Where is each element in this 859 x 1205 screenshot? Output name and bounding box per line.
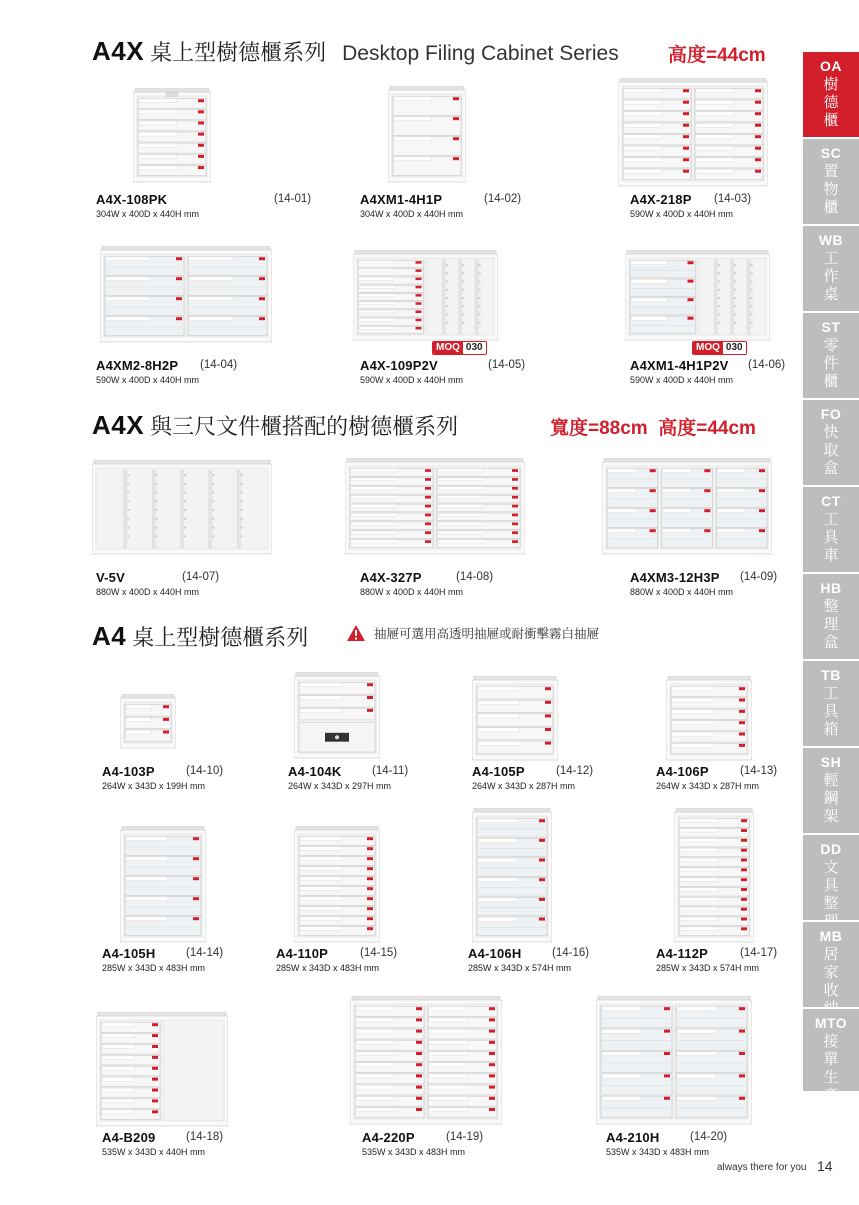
product-code: (14-09) [740, 571, 778, 583]
moq-label: MOQ [433, 342, 463, 354]
product-model: A4-220P [362, 1130, 415, 1145]
product-name [102, 1130, 155, 1145]
product-name [276, 946, 328, 961]
section-title-3ft [92, 410, 458, 441]
product-name [630, 358, 729, 373]
sidebar-tab-dd[interactable] [803, 835, 859, 922]
sidebar-tab-mto[interactable] [803, 1009, 859, 1104]
product-code: (14-18) [186, 1131, 224, 1143]
tab-label: 置物櫃 [823, 163, 839, 216]
section-title-a4 [92, 621, 308, 652]
product-dimensions: 535W x 343D x 483H mm [362, 1147, 466, 1157]
cabinet-illustration [388, 86, 466, 191]
moq-badge [432, 341, 487, 355]
product-code: (14-06) [748, 359, 786, 371]
product-dimensions: 264W x 343D x 287H mm [656, 781, 760, 791]
product-model: A4-104K [288, 764, 342, 779]
product-code: (14-03) [714, 193, 752, 205]
product-code: (14-02) [484, 193, 522, 205]
product-name [606, 1130, 659, 1145]
tab-label: 工具箱 [823, 685, 839, 738]
cabinet-illustration [625, 250, 770, 349]
tab-code: SH [820, 754, 842, 770]
product-dimensions: 880W x 400D x 440H mm [360, 587, 464, 597]
product-code: (14-11) [372, 765, 409, 777]
footer-tagline: always there for you [717, 1162, 807, 1173]
product-dimensions: 285W x 343D x 483H mm [276, 963, 380, 973]
cabinet-illustration [133, 88, 211, 191]
product-dimensions: 880W x 400D x 440H mm [630, 587, 734, 597]
page-number: 14 [817, 1158, 833, 1174]
section-code: A4X [92, 410, 145, 440]
section-code: A4X [92, 36, 145, 66]
product-model: A4-B209 [102, 1130, 156, 1145]
product-code: (14-20) [690, 1131, 728, 1143]
product-name [102, 946, 155, 961]
product-name [96, 570, 125, 585]
product-name [360, 570, 422, 585]
warning-triangle-icon [346, 624, 366, 642]
tab-code: WB [818, 232, 844, 248]
product-dimensions: 264W x 343D x 287H mm [472, 781, 576, 791]
product-dimensions: 590W x 400D x 440H mm [360, 375, 464, 385]
product-name [288, 764, 341, 779]
tab-code: ST [821, 319, 841, 335]
drawer-option-note [346, 624, 599, 642]
cabinet-illustration [596, 996, 752, 1133]
product-model: A4-112P [656, 946, 708, 961]
product-name [468, 946, 521, 961]
product-model: A4X-218P [630, 192, 692, 207]
product-model: A4-210H [606, 1130, 660, 1145]
tab-code: FO [820, 406, 842, 422]
product-dimensions: 590W x 400D x 440H mm [630, 209, 734, 219]
product-dimensions: 304W x 400D x 440H mm [360, 209, 464, 219]
product-code: (14-14) [186, 947, 224, 959]
section-title-zh: 桌上型樹德櫃系列 [132, 625, 309, 650]
product-dimensions: 285W x 343D x 574H mm [656, 963, 760, 973]
tab-code: MTO [814, 1015, 848, 1031]
product-model: A4XM1-4H1P2V [630, 358, 729, 373]
cabinet-illustration [674, 808, 754, 951]
product-name [360, 358, 438, 373]
product-code: (14-19) [446, 1131, 484, 1143]
tab-label: 工作桌 [823, 250, 839, 303]
section-title-en: Desktop Filing Cabinet Series [342, 42, 619, 65]
product-code: (14-17) [740, 947, 778, 959]
tab-label: 零件櫃 [823, 337, 839, 390]
sidebar-tab-mb[interactable] [803, 922, 859, 1009]
tab-label: 接單生產 [823, 1033, 839, 1104]
moq-badge [692, 341, 747, 355]
product-model: A4XM2-8H2P [96, 358, 179, 373]
cabinet-illustration [353, 250, 498, 349]
tab-label: 快取盒 [823, 424, 839, 477]
product-code: (14-16) [552, 947, 590, 959]
product-dimensions: 880W x 400D x 440H mm [96, 587, 200, 597]
product-dimensions: 264W x 343D x 199H mm [102, 781, 206, 791]
product-code: (14-10) [186, 765, 224, 777]
product-model: A4-103P [102, 764, 155, 779]
cabinet-illustration [120, 826, 206, 951]
product-model: A4XM3-12H3P [630, 570, 720, 585]
cabinet-illustration [345, 458, 525, 563]
cabinet-illustration [618, 78, 768, 195]
section-title-zh: 與三尺文件櫃搭配的樹德櫃系列 [150, 414, 459, 439]
tab-code: MB [819, 928, 843, 944]
product-code: (14-08) [456, 571, 494, 583]
tab-label: 文具整 [823, 859, 839, 912]
tab-code: HB [820, 580, 842, 596]
product-dimensions: 285W x 343D x 483H mm [102, 963, 206, 973]
cabinet-illustration [92, 460, 272, 563]
product-model: A4X-109P2V [360, 358, 438, 373]
tab-label: 工具車 [823, 511, 839, 564]
sidebar-tab-sh[interactable] [803, 748, 859, 835]
product-code: (14-04) [200, 359, 238, 371]
cabinet-illustration [350, 996, 502, 1133]
tab-code: CT [821, 493, 841, 509]
product-model: A4-110P [276, 946, 328, 961]
product-name [630, 192, 692, 207]
cabinet-illustration [294, 826, 380, 951]
cabinet-illustration [96, 1012, 228, 1135]
product-code: (14-07) [182, 571, 220, 583]
tab-code: TB [821, 667, 841, 683]
product-name [360, 192, 442, 207]
cabinet-illustration [294, 672, 380, 767]
tab-code: SC [820, 145, 842, 161]
cabinet-illustration [100, 246, 272, 351]
tab-code: DD [820, 841, 842, 857]
product-name [102, 764, 155, 779]
product-code: (14-05) [488, 359, 526, 371]
product-dimensions: 304W x 400D x 440H mm [96, 209, 200, 219]
product-name [656, 764, 709, 779]
moq-value: 030 [723, 342, 746, 354]
sidebar-tab-oa[interactable] [803, 52, 859, 139]
section-title-zh: 桌上型樹德櫃系列 [150, 40, 327, 65]
tab-label: 輕鋼架 [823, 772, 839, 825]
product-name [362, 1130, 415, 1145]
moq-label: MOQ [693, 342, 723, 354]
product-model: A4-106H [468, 946, 522, 961]
sidebar-tab-st[interactable] [803, 313, 859, 400]
product-name [656, 946, 708, 961]
sidebar-tab-tb[interactable] [803, 661, 859, 748]
product-model: A4-105P [472, 764, 525, 779]
product-dimensions: 590W x 400D x 440H mm [96, 375, 200, 385]
product-code: (14-13) [740, 765, 778, 777]
moq-value: 030 [463, 342, 486, 354]
tab-label: 居家收 [823, 946, 839, 999]
sidebar-tab-fo[interactable] [803, 400, 859, 487]
cabinet-illustration [472, 676, 558, 769]
product-dimensions: 285W x 343D x 574H mm [468, 963, 572, 973]
product-model: A4X-327P [360, 570, 422, 585]
product-model: A4-106P [656, 764, 709, 779]
tab-code: OA [820, 58, 842, 74]
product-name [630, 570, 720, 585]
sidebar-tab-sc[interactable] [803, 139, 859, 226]
product-model: A4X-108PK [96, 192, 168, 207]
product-name [96, 358, 178, 373]
product-dimensions: 590W x 400D x 440H mm [630, 375, 734, 385]
cabinet-illustration [602, 458, 772, 563]
product-code: (14-01) [274, 193, 312, 205]
section-dimension-note: 寬度=88cm 高度=44cm [550, 418, 756, 439]
tab-label: 樹德櫃 [823, 76, 839, 129]
section-title-desktop [92, 36, 619, 67]
product-model: A4XM1-4H1P [360, 192, 443, 207]
cabinet-illustration [666, 676, 752, 769]
sidebar-tab-hb[interactable] [803, 574, 859, 661]
note-text: 抽屜可選用高透明抽屜或耐衝擊霧白抽屜 [374, 627, 600, 641]
product-dimensions: 535W x 343D x 483H mm [606, 1147, 710, 1157]
cabinet-illustration [472, 808, 552, 951]
sidebar-tab-wb[interactable] [803, 226, 859, 313]
section-code: A4 [92, 621, 127, 651]
tab-label: 整理盒 [823, 598, 839, 651]
product-name [96, 192, 167, 207]
product-dimensions: 264W x 343D x 297H mm [288, 781, 392, 791]
sidebar-tab-ct[interactable] [803, 487, 859, 574]
category-sidebar [803, 52, 859, 1104]
cabinet-illustration [120, 694, 176, 757]
product-code: (14-12) [556, 765, 594, 777]
product-model: V-5V [96, 570, 125, 585]
product-model: A4-105H [102, 946, 156, 961]
section-dimension-note: 高度=44cm [668, 45, 766, 66]
product-dimensions: 535W x 343D x 440H mm [102, 1147, 206, 1157]
product-code: (14-15) [360, 947, 398, 959]
product-name [472, 764, 525, 779]
